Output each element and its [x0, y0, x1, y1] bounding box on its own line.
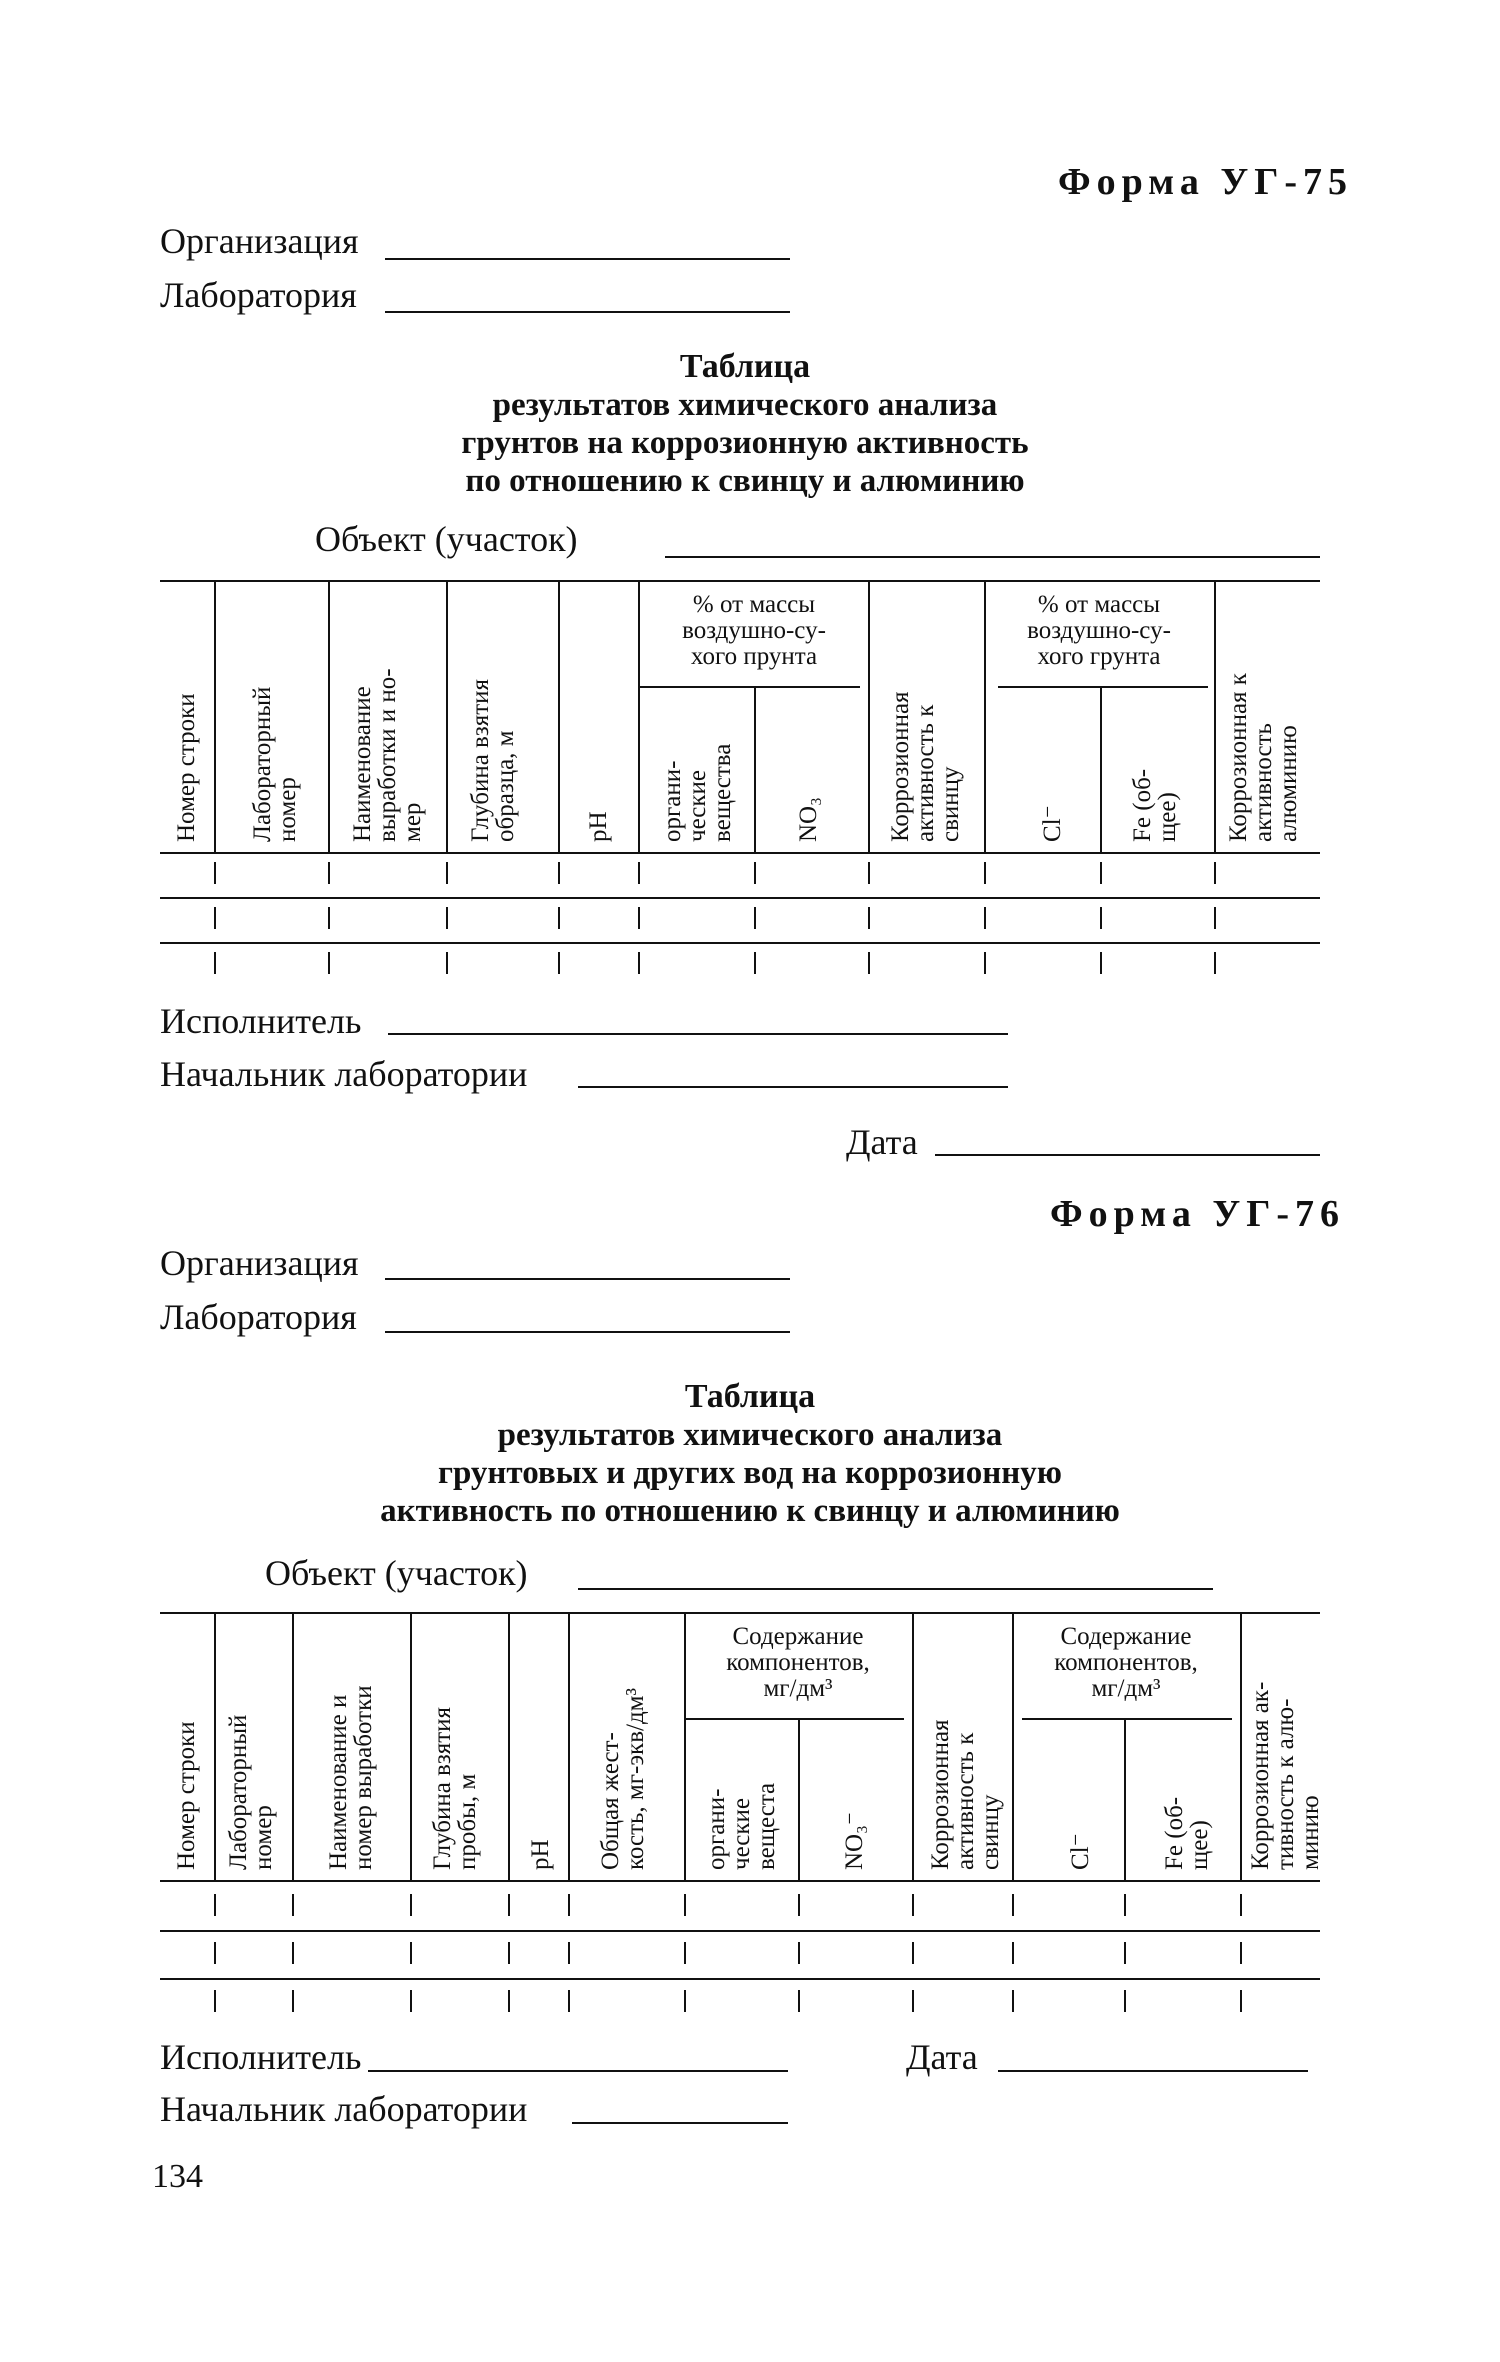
- form1-executor-label: Исполнитель: [160, 1001, 362, 1041]
- form2-head-field[interactable]: [572, 2122, 788, 2124]
- form2-title-line-2: грунтовых и других вод на коррозионную: [438, 1455, 1062, 1491]
- col-corrosion-aluminium: Коррозионная ак- тивность к алю- минию: [1247, 1681, 1324, 1870]
- col-cl: Cl⁻: [1039, 805, 1066, 842]
- col-fe: Fe (об- щее): [1129, 768, 1181, 842]
- col-cl: Cl⁻: [1067, 1833, 1094, 1870]
- form1-lab-field[interactable]: [385, 311, 790, 313]
- col-ph: pH: [585, 811, 612, 842]
- col-corrosion-aluminium: Коррозионная к активность алюминию: [1225, 673, 1302, 842]
- col-corrosion-lead: Коррозионная активность к свинцу: [927, 1719, 1004, 1870]
- form2-table-caption: Таблица: [684, 1378, 816, 1415]
- col-working-name: Наименование и номер выработки: [325, 1685, 377, 1870]
- col-lab-number: Лабораторный номер: [225, 1714, 277, 1870]
- form2-title-line-3: активность по отношению к свинцу и алюминию: [380, 1493, 1120, 1529]
- form1-title: Форма УГ-75: [1058, 161, 1354, 203]
- form1-org-label: Организация: [160, 221, 359, 261]
- form2-date-field[interactable]: [998, 2070, 1308, 2072]
- form2-date-label: Дата: [906, 2037, 978, 2077]
- col-group-content-1: Содержание компонентов, мг/дм³: [726, 1623, 870, 1702]
- col-fe: Fe (об- щее): [1161, 1796, 1213, 1870]
- col-no3: NO₃: [795, 797, 822, 842]
- col-lab-number: Лабораторный номер: [249, 686, 301, 842]
- col-group-mass-percent-2: % от массы воздушно-су- хого грунта: [1027, 591, 1171, 670]
- form1-object-field[interactable]: [665, 556, 1320, 558]
- form1-object-label: Объект (участок): [315, 519, 578, 559]
- form2-lab-label: Лаборатория: [160, 1297, 357, 1337]
- form2-title-line-1: результатов химического анализа: [497, 1417, 1003, 1453]
- form1-lab-label: Лаборатория: [160, 275, 357, 315]
- form1-date-label: Дата: [846, 1122, 918, 1162]
- col-row-number: Номер строки: [173, 693, 200, 842]
- col-depth: Глубина взятия образца, м: [467, 678, 519, 842]
- form1-title-line-2: грунтов на коррозионную активность: [461, 425, 1029, 461]
- form2-object-label: Объект (участок): [265, 1553, 528, 1593]
- form2-org-label: Организация: [160, 1243, 359, 1283]
- form2-lab-field[interactable]: [385, 1331, 790, 1333]
- col-working-name: Наименование выработки и но- мер: [349, 668, 426, 842]
- form1-head-field[interactable]: [578, 1086, 1008, 1088]
- form1-table-caption: Таблица: [679, 348, 811, 385]
- col-hardness: Общая жест- кость, мг-экв/дм³: [597, 1688, 649, 1870]
- form2-table-title: [300, 1378, 1200, 1530]
- col-no3: NO₃⁻: [841, 1811, 868, 1870]
- form2-org-field[interactable]: [385, 1278, 790, 1280]
- col-ph: pH: [527, 1839, 554, 1870]
- form1-date-field[interactable]: [935, 1154, 1320, 1156]
- form1-head-label: Начальник лаборатории: [160, 1054, 528, 1094]
- form2-executor-field[interactable]: [368, 2070, 788, 2072]
- form1-executor-field[interactable]: [388, 1033, 1008, 1035]
- col-corrosion-lead: Коррозионная активность к свинцу: [887, 691, 964, 842]
- form1-table-title: [340, 348, 1150, 500]
- form2-head-label: Начальник лаборатории: [160, 2089, 528, 2129]
- form2-title: Форма УГ-76: [1050, 1193, 1346, 1235]
- col-organic: органи- ческие вещества: [659, 743, 736, 842]
- col-group-content-2: Содержание компонентов, мг/дм³: [1054, 1623, 1198, 1702]
- col-organic: органи- ческие вещеста: [703, 1782, 780, 1870]
- col-depth: Глубина взятия пробы, м: [429, 1706, 481, 1870]
- form2-object-field[interactable]: [578, 1588, 1213, 1590]
- form2-executor-label: Исполнитель: [160, 2037, 362, 2077]
- col-row-number: Номер строки: [173, 1721, 200, 1870]
- form1-org-field[interactable]: [385, 258, 790, 260]
- col-group-mass-percent-1: % от массы воздушно-су- хого прунта: [682, 591, 826, 670]
- form1-title-line-1: результатов химического анализа: [492, 387, 998, 423]
- page-number: 134: [152, 2158, 203, 2195]
- form1-title-line-3: по отношению к свинцу и алюминию: [465, 463, 1025, 499]
